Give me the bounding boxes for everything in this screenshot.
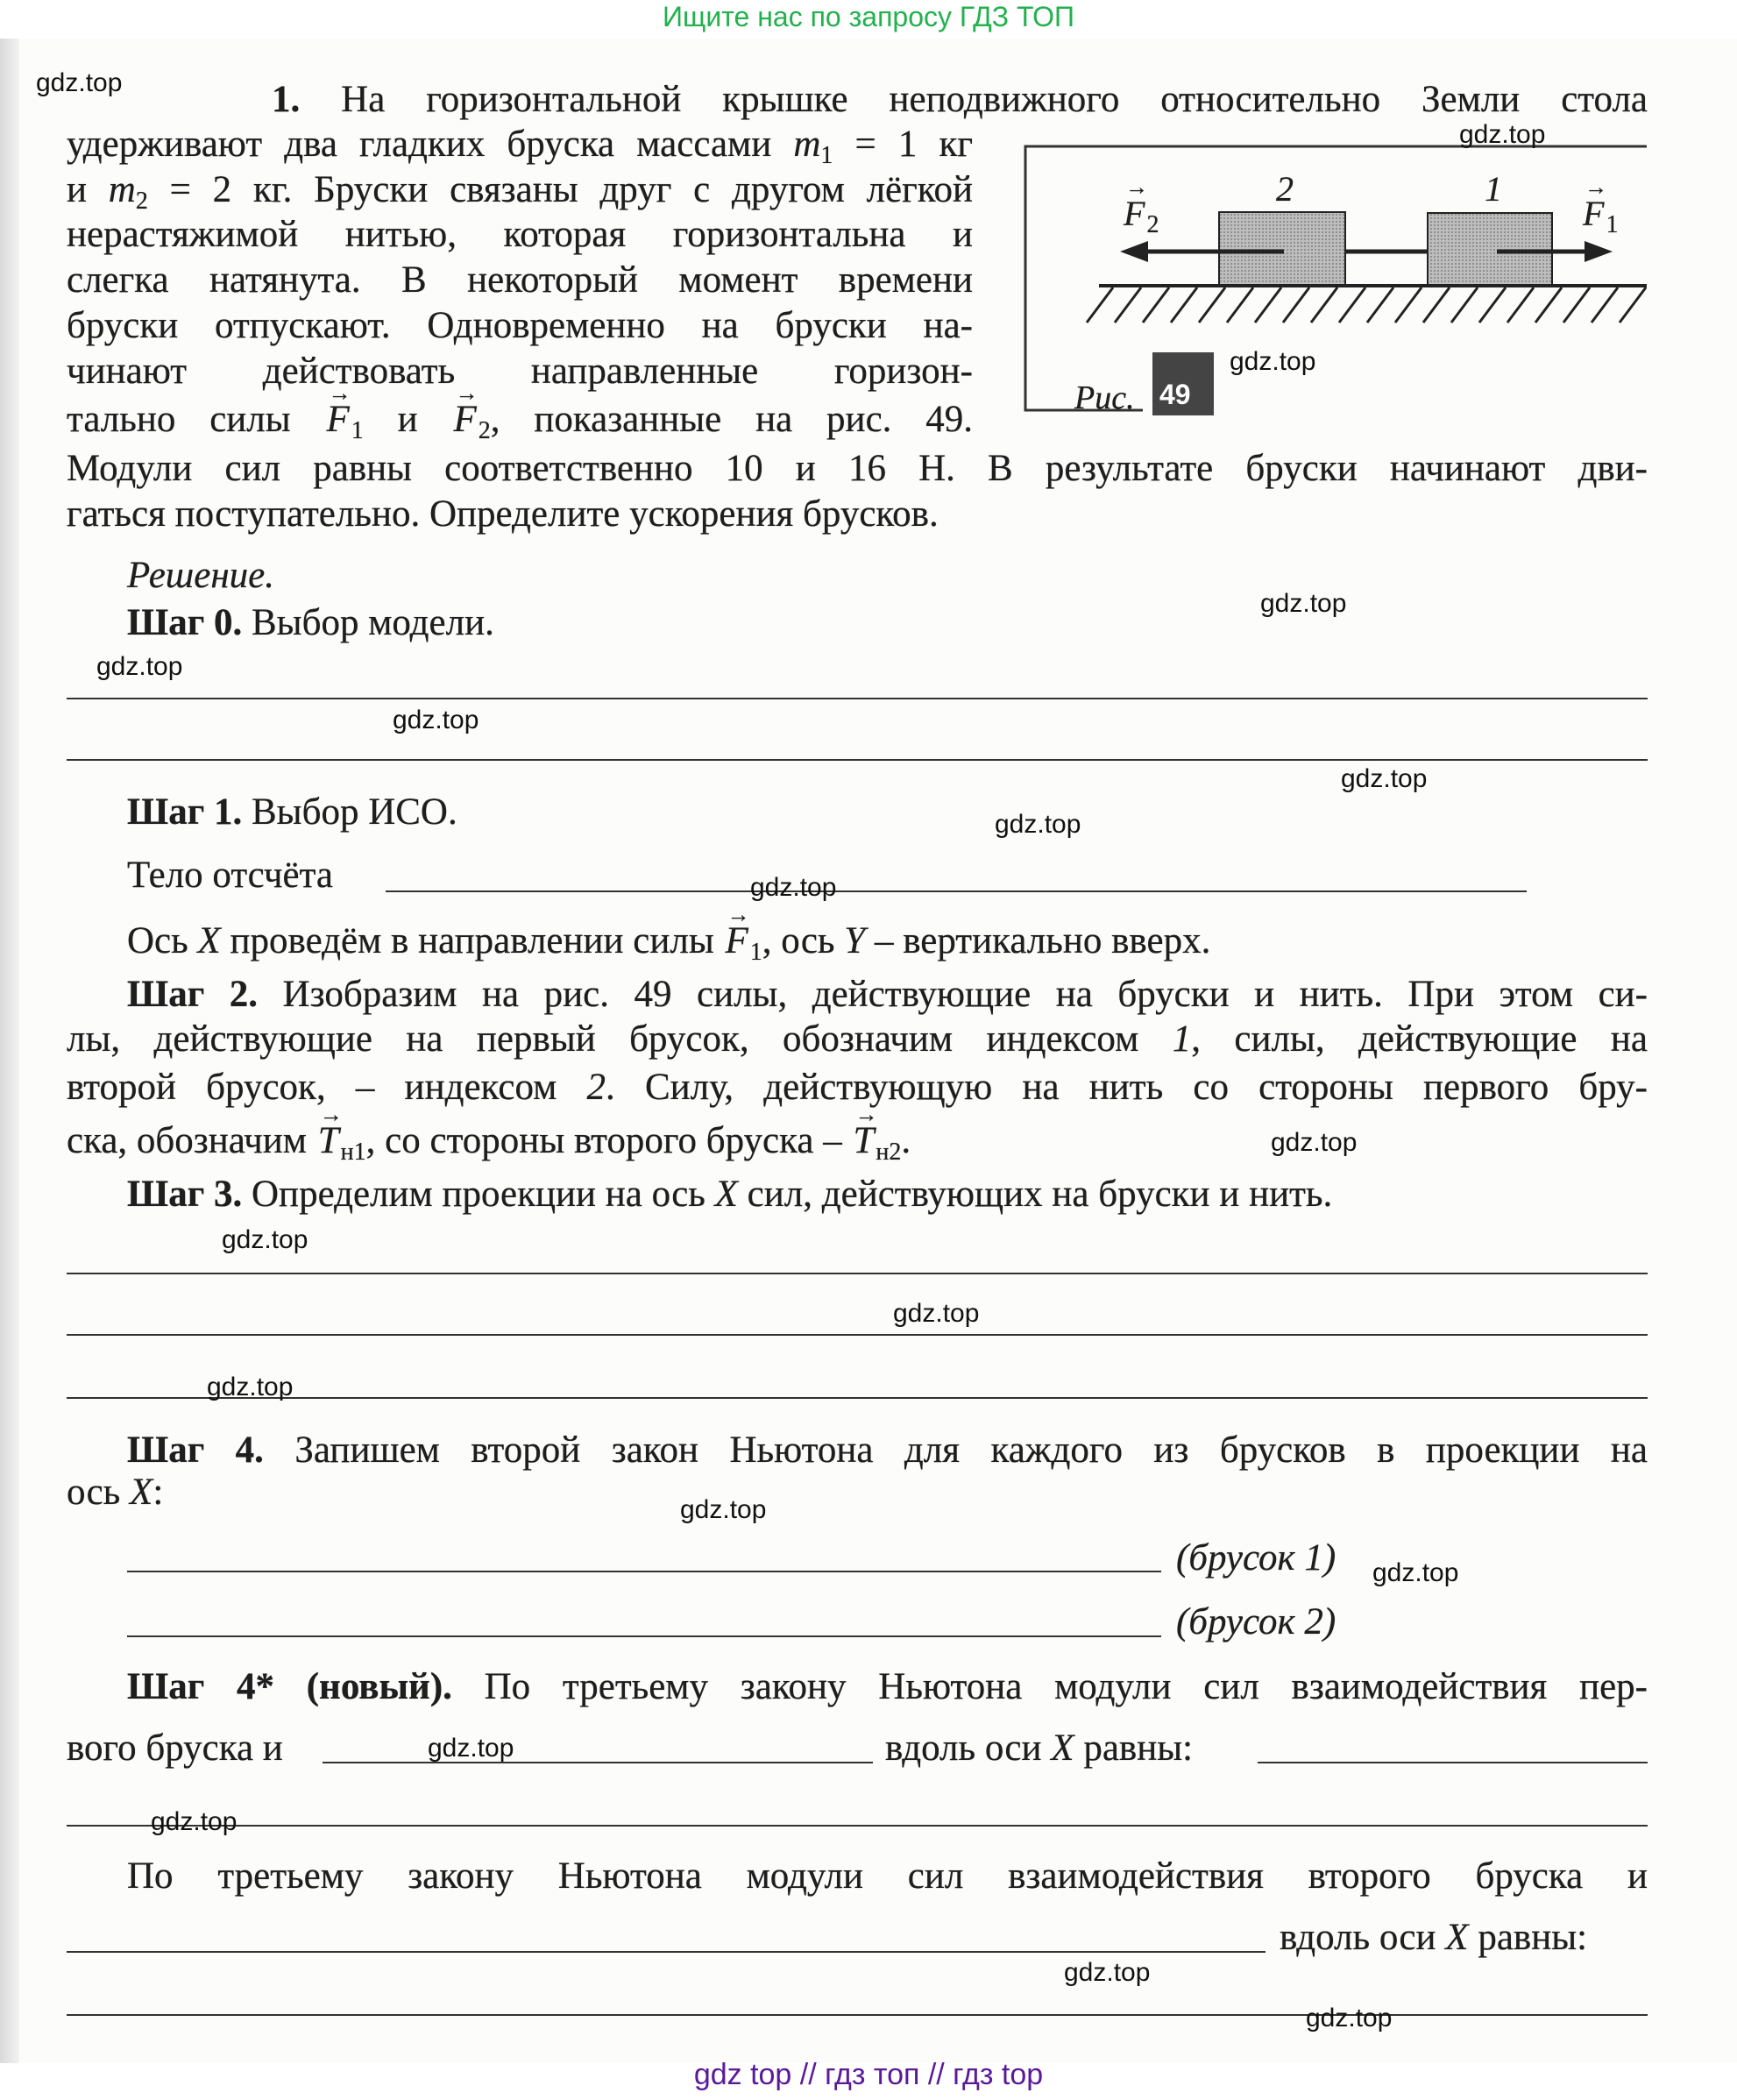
watermark: gdz.top <box>207 1373 294 1401</box>
step-3 <box>127 1172 1332 1217</box>
watermark: gdz.top <box>1306 2004 1393 2033</box>
watermark: gdz.top <box>393 706 479 734</box>
answer-line[interactable] <box>67 1397 1648 1399</box>
block-2 <box>1219 212 1345 285</box>
text: ось <box>67 1472 131 1513</box>
var: m <box>108 169 136 210</box>
vector-T: → T <box>316 1118 341 1164</box>
answer-line[interactable] <box>67 1951 1266 1953</box>
problem-line: чинают действовать направленные горизон- <box>67 351 973 392</box>
watermark: gdz.top <box>1064 1958 1151 1987</box>
text: вдоль оси <box>885 1728 1052 1769</box>
problem-line: слегка натянута. В некоторый момент времени <box>67 259 973 301</box>
step-4-star-line <box>885 1726 1193 1771</box>
step-4-star-line: вого бруска и <box>67 1728 283 1769</box>
text: Запишем второй закон Ньютона для каждого из брусков в проекции на <box>263 1430 1648 1471</box>
problem-line <box>67 167 973 213</box>
text: равны: <box>1468 1917 1588 1958</box>
problem-line <box>67 122 973 167</box>
text: : <box>152 1472 164 1513</box>
block-2-label: (брусок 2) <box>1176 1601 1336 1642</box>
text: = 1 кг <box>833 124 973 165</box>
var: X <box>714 1174 738 1215</box>
sub: 1 <box>820 142 833 169</box>
search-banner[interactable]: Ищите нас по запросу ГДЗ ТОП <box>663 1 1074 32</box>
vector: → F <box>1122 191 1146 237</box>
text: сил, действующих на бруски и нить. <box>737 1174 1333 1215</box>
var: Y <box>844 920 866 961</box>
text: Изобразим на рис. 49 силы, действующие на бруски и нить. При этом си- <box>258 974 1648 1015</box>
text: Определим проекции на ось <box>242 1174 715 1215</box>
vector: → F <box>1581 191 1606 237</box>
step-label: Шаг 4* (новый). <box>127 1666 452 1707</box>
text: ска, обозначим <box>67 1120 316 1161</box>
reference-body-answer-line[interactable] <box>386 890 1527 892</box>
footer-links[interactable]: gdz top // гдз топ // гдз top <box>693 2058 1044 2091</box>
problem-line: Модули сил равны соответственно 10 и 16 Н. В результате бруски начинают дви- <box>67 448 1648 489</box>
sub: 2 <box>478 417 491 444</box>
answer-line[interactable] <box>67 2014 1648 2016</box>
problem-line: нерастяжимой нитью, которая горизонтальна и <box>67 214 973 255</box>
sub: 1 <box>1606 211 1619 238</box>
text: . <box>901 1120 911 1161</box>
arrow-F2 <box>1120 241 1148 262</box>
force-F2-label <box>1122 191 1159 237</box>
watermark: gdz.top <box>1341 764 1428 793</box>
text: , со стороны второго бруска – <box>365 1120 852 1161</box>
watermark: gdz.top <box>1260 589 1347 618</box>
text: и <box>363 399 452 440</box>
text: равны: <box>1074 1728 1194 1769</box>
watermark: gdz.top <box>893 1299 980 1328</box>
third-law-line: По третьему закону Ньютона модули сил взаимодействия второго бруска и <box>127 1855 1648 1897</box>
vector: → F <box>723 919 749 964</box>
equation-line-block-1[interactable] <box>127 1571 1161 1572</box>
step-label: Шаг 3. <box>127 1174 243 1215</box>
ground-hatching <box>1087 287 1646 323</box>
axis-line <box>127 919 1210 964</box>
text: Выбор ИСО. <box>242 791 457 833</box>
block-1 <box>1428 213 1552 285</box>
step-label: Шаг 2. <box>127 974 259 1015</box>
force-F1-label <box>1581 191 1618 237</box>
answer-line[interactable] <box>67 759 1648 761</box>
text: , показанные на рис. 49. <box>490 399 973 440</box>
sub: н2 <box>876 1139 902 1166</box>
text: . Силу, действующую на нить со стороны первого бру- <box>606 1067 1648 1108</box>
text: , ось <box>762 920 845 961</box>
watermark: gdz.top <box>995 810 1081 839</box>
text: удерживают два гладких бруска массами <box>67 124 794 165</box>
solution-title: Решение. <box>127 555 275 596</box>
answer-line[interactable] <box>67 1273 1648 1274</box>
watermark: gdz.top <box>36 68 123 97</box>
reference-body-label: Тело отсчёта <box>127 855 334 896</box>
vector-F2: → F <box>451 397 478 443</box>
text: = 2 кг. Бруски связаны друг с другом лёгкой <box>147 169 973 210</box>
problem-line: бруски отпускают. Одновременно на бруски на- <box>67 305 973 346</box>
text: – вертикально вверх. <box>865 920 1211 961</box>
text: , силы, действующие на <box>1191 1018 1648 1060</box>
watermark: gdz.top <box>750 873 837 902</box>
watermark: gdz.top <box>96 652 183 681</box>
sub: н1 <box>340 1139 366 1166</box>
figure-caption: Рис. <box>1074 380 1135 416</box>
vector-T: → T <box>851 1118 876 1164</box>
step-4-star <box>127 1664 1648 1710</box>
step-0 <box>127 600 494 646</box>
step-label: Шаг 1. <box>127 791 243 833</box>
step-2 <box>127 972 1648 1018</box>
sub: 2 <box>135 188 148 215</box>
watermark: gdz.top <box>1230 347 1316 376</box>
var: X <box>130 1472 153 1513</box>
problem-line: гаться поступательно. Определите ускорения брусков. <box>67 493 939 535</box>
problem-line <box>67 397 973 443</box>
text: По третьему закону Ньютона модули сил взаимодействия пер- <box>451 1666 1648 1707</box>
text: тально силы <box>67 399 325 440</box>
block-2-label: 2 <box>1276 169 1294 209</box>
answer-line[interactable] <box>67 1334 1648 1336</box>
problem-number: 1. <box>272 79 301 120</box>
watermark: gdz.top <box>1372 1558 1459 1587</box>
block-1-label: (брусок 1) <box>1176 1537 1336 1579</box>
text: вдоль оси <box>1280 1917 1446 1958</box>
text: Ось <box>127 920 198 961</box>
figure-number: 49 <box>1159 379 1191 410</box>
text: проведём в направлении силы <box>220 920 724 961</box>
step-4 <box>127 1428 1648 1473</box>
answer-line[interactable] <box>67 1825 1648 1827</box>
arrow-F1 <box>1585 241 1613 262</box>
text: и <box>67 169 109 210</box>
text: На горизонтальной крышке неподвижного относительно Земли стола <box>300 79 1648 120</box>
step-label: Шаг 0. <box>127 602 243 643</box>
watermark: gdz.top <box>1271 1128 1358 1157</box>
var: X <box>197 920 221 961</box>
step-4-line <box>67 1470 163 1515</box>
step-label: Шаг 4. <box>127 1430 264 1471</box>
sub: 1 <box>351 417 364 444</box>
answer-line[interactable] <box>323 1762 873 1763</box>
watermark: gdz.top <box>222 1225 308 1254</box>
equation-line-block-2[interactable] <box>127 1635 1161 1637</box>
text: 2 <box>586 1067 606 1108</box>
step-1 <box>127 790 457 835</box>
watermark: gdz.top <box>1459 120 1546 149</box>
var: m <box>793 124 821 165</box>
watermark: gdz.top <box>680 1495 767 1524</box>
step-2-line <box>67 1118 911 1164</box>
third-law-line <box>1280 1915 1587 1961</box>
text: Выбор модели. <box>242 602 494 643</box>
page-gutter <box>0 39 19 2063</box>
vector-F1: → F <box>325 397 351 443</box>
var: X <box>1051 1728 1074 1769</box>
problem-line <box>272 77 1648 123</box>
text: 1 <box>1172 1018 1192 1060</box>
var: X <box>1445 1917 1469 1958</box>
watermark: gdz.top <box>151 1807 238 1836</box>
step-2-line <box>67 1017 1648 1062</box>
sub: 1 <box>749 939 762 966</box>
block-1-label: 1 <box>1485 169 1502 209</box>
sub: 2 <box>1146 211 1159 238</box>
watermark: gdz.top <box>428 1734 514 1763</box>
answer-line[interactable] <box>67 698 1648 699</box>
text: лы, действующие на первый брусок, обозначим индексом <box>67 1018 1173 1060</box>
answer-line[interactable] <box>1258 1762 1648 1763</box>
text: второй брусок, – индексом <box>67 1067 587 1108</box>
